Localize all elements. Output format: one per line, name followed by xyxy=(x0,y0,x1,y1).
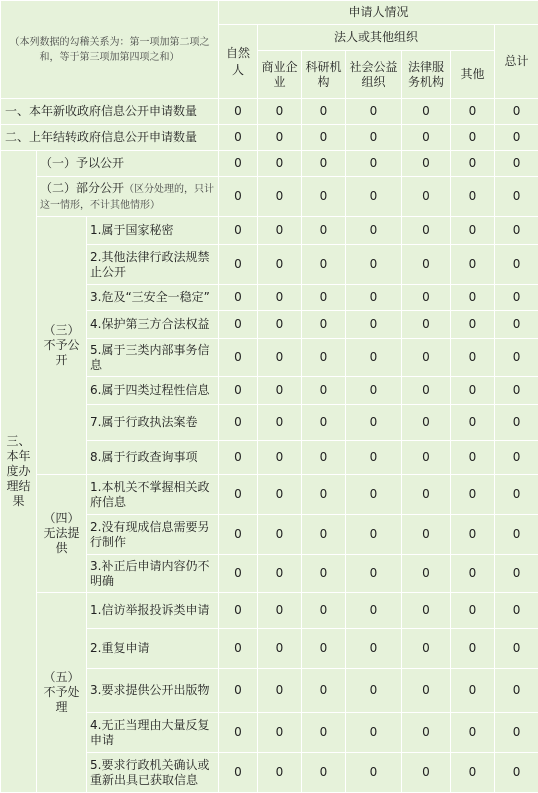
table-row xyxy=(1,151,538,177)
cell-value: 0 xyxy=(495,515,538,555)
cell-value: 0 xyxy=(258,99,302,125)
cell-value: 0 xyxy=(219,245,258,285)
cell-value: 0 xyxy=(346,441,402,475)
cell-value: 0 xyxy=(219,629,258,669)
cell-value: 0 xyxy=(402,753,451,793)
row-label: （一）予以公开 xyxy=(37,151,219,177)
cell-value: 0 xyxy=(258,377,302,405)
cell-value: 0 xyxy=(346,151,402,177)
cell-value: 0 xyxy=(346,311,402,339)
cell-value: 0 xyxy=(451,713,495,753)
cell-value: 0 xyxy=(451,125,495,151)
cell-value: 0 xyxy=(346,669,402,713)
cell-value: 0 xyxy=(258,125,302,151)
cell-value: 0 xyxy=(402,475,451,515)
cell-value: 0 xyxy=(258,713,302,753)
row-label: 4.无正当理由大量反复申请 xyxy=(87,713,219,753)
cell-value: 0 xyxy=(219,713,258,753)
row-label: 8.属于行政查询事项 xyxy=(87,441,219,475)
cell-value: 0 xyxy=(346,99,402,125)
row-note: （区分处理的，只计这一情形，不计其他情形） xyxy=(40,184,214,211)
cell-value: 0 xyxy=(451,311,495,339)
header-research: 科研机构 xyxy=(302,51,346,99)
cell-value: 0 xyxy=(495,405,538,441)
cell-value: 0 xyxy=(451,555,495,593)
header-natural-person: 自然人 xyxy=(219,25,258,99)
row-label: 二、上年结转政府信息公开申请数量 xyxy=(1,125,219,151)
cell-value: 0 xyxy=(495,339,538,377)
header-other: 其他 xyxy=(451,51,495,99)
cell-value: 0 xyxy=(346,377,402,405)
cell-value: 0 xyxy=(302,441,346,475)
cell-value: 0 xyxy=(451,515,495,555)
cell-value: 0 xyxy=(402,377,451,405)
cell-value: 0 xyxy=(451,441,495,475)
cell-value: 0 xyxy=(402,99,451,125)
cell-value: 0 xyxy=(258,217,302,245)
cell-value: 0 xyxy=(258,339,302,377)
cell-value: 0 xyxy=(451,217,495,245)
cell-value: 0 xyxy=(451,475,495,515)
cell-value: 0 xyxy=(302,245,346,285)
cell-value: 0 xyxy=(258,555,302,593)
cell-value: 0 xyxy=(258,593,302,629)
cell-value: 0 xyxy=(258,441,302,475)
cell-value: 0 xyxy=(402,593,451,629)
cell-value: 0 xyxy=(258,151,302,177)
cell-value: 0 xyxy=(346,339,402,377)
row-label: 1.本机关不掌握相关政府信息 xyxy=(87,475,219,515)
cell-value: 0 xyxy=(495,151,538,177)
cell-value: 0 xyxy=(346,125,402,151)
cell-value: 0 xyxy=(219,515,258,555)
row-label-partial xyxy=(37,177,219,217)
table-row xyxy=(1,217,538,245)
row-label: 1.信访举报投诉类申请 xyxy=(87,593,219,629)
cell-value: 0 xyxy=(346,713,402,753)
cell-value: 0 xyxy=(402,555,451,593)
cell-value: 0 xyxy=(219,475,258,515)
row-label: 3.危及“三安全一稳定” xyxy=(87,285,219,311)
table-row xyxy=(1,475,538,515)
cell-value: 0 xyxy=(402,669,451,713)
row-label: 4.保护第三方合法权益 xyxy=(87,311,219,339)
cell-value: 0 xyxy=(346,177,402,217)
cell-value: 0 xyxy=(346,753,402,793)
row-label: 7.属于行政执法案卷 xyxy=(87,405,219,441)
cell-value: 0 xyxy=(302,125,346,151)
table-row xyxy=(1,177,538,217)
cell-value: 0 xyxy=(302,177,346,217)
section-3-label: 三、本年度办理结果 xyxy=(1,151,37,793)
cell-value: 0 xyxy=(302,515,346,555)
cell-value: 0 xyxy=(346,217,402,245)
cell-value: 0 xyxy=(302,593,346,629)
cell-value: 0 xyxy=(402,629,451,669)
header-row-1 xyxy=(1,1,538,25)
cell-value: 0 xyxy=(258,629,302,669)
cell-value: 0 xyxy=(495,475,538,515)
header-commercial: 商业企业 xyxy=(258,51,302,99)
cell-value: 0 xyxy=(346,245,402,285)
cell-value: 0 xyxy=(402,245,451,285)
cell-value: 0 xyxy=(346,405,402,441)
cell-value: 0 xyxy=(495,99,538,125)
cell-value: 0 xyxy=(302,555,346,593)
cell-value: 0 xyxy=(346,593,402,629)
cell-value: 0 xyxy=(219,441,258,475)
cell-value: 0 xyxy=(495,285,538,311)
cell-value: 0 xyxy=(451,177,495,217)
cell-value: 0 xyxy=(302,629,346,669)
header-total: 总计 xyxy=(495,25,538,99)
cell-value: 0 xyxy=(451,593,495,629)
cell-value: 0 xyxy=(258,753,302,793)
cell-value: 0 xyxy=(402,339,451,377)
cell-value: 0 xyxy=(219,593,258,629)
cell-value: 0 xyxy=(346,285,402,311)
row-label: 3.补正后申请内容仍不明确 xyxy=(87,555,219,593)
cell-value: 0 xyxy=(495,555,538,593)
cell-value: 0 xyxy=(258,669,302,713)
cell-value: 0 xyxy=(302,99,346,125)
cell-value: 0 xyxy=(219,555,258,593)
cell-value: 0 xyxy=(451,339,495,377)
cell-value: 0 xyxy=(302,377,346,405)
cell-value: 0 xyxy=(346,629,402,669)
cell-value: 0 xyxy=(451,669,495,713)
cell-value: 0 xyxy=(451,753,495,793)
row-label: 6.属于四类过程性信息 xyxy=(87,377,219,405)
cell-value: 0 xyxy=(402,713,451,753)
cell-value: 0 xyxy=(302,753,346,793)
cell-value: 0 xyxy=(302,339,346,377)
cell-value: 0 xyxy=(219,99,258,125)
cell-value: 0 xyxy=(402,515,451,555)
cell-value: 0 xyxy=(451,245,495,285)
cell-value: 0 xyxy=(495,217,538,245)
cell-value: 0 xyxy=(302,151,346,177)
cell-value: 0 xyxy=(258,285,302,311)
cell-value: 0 xyxy=(219,753,258,793)
cell-value: 0 xyxy=(302,713,346,753)
cell-value: 0 xyxy=(451,285,495,311)
cell-value: 0 xyxy=(495,377,538,405)
cell-value: 0 xyxy=(219,669,258,713)
row-label: 2.重复申请 xyxy=(87,629,219,669)
cell-value: 0 xyxy=(219,405,258,441)
cell-value: 0 xyxy=(402,441,451,475)
cell-value: 0 xyxy=(258,405,302,441)
row-label: 3.要求提供公开出版物 xyxy=(87,669,219,713)
cell-value: 0 xyxy=(258,245,302,285)
header-social-welfare: 社会公益组织 xyxy=(346,51,402,99)
cell-value: 0 xyxy=(258,475,302,515)
cell-value: 0 xyxy=(258,311,302,339)
cell-value: 0 xyxy=(346,515,402,555)
row-label: 2.其他法律行政法规禁止公开 xyxy=(87,245,219,285)
cell-value: 0 xyxy=(402,285,451,311)
cell-value: 0 xyxy=(219,177,258,217)
cell-value: 0 xyxy=(451,99,495,125)
group-4-label: （四）无法提供 xyxy=(37,475,87,593)
header-note: （本列数据的勾稽关系为：第一项加第二项之和，等于第三项加第四项之和） xyxy=(1,1,219,99)
header-legal-other: 法人或其他组织 xyxy=(258,25,495,51)
cell-value: 0 xyxy=(302,311,346,339)
cell-value: 0 xyxy=(258,515,302,555)
cell-value: 0 xyxy=(402,217,451,245)
cell-value: 0 xyxy=(495,629,538,669)
cell-value: 0 xyxy=(302,669,346,713)
cell-value: 0 xyxy=(302,217,346,245)
table-row xyxy=(1,125,538,151)
cell-value: 0 xyxy=(495,441,538,475)
row-label: 5.属于三类内部事务信息 xyxy=(87,339,219,377)
cell-value: 0 xyxy=(219,217,258,245)
cell-value: 0 xyxy=(219,339,258,377)
header-legal-service: 法律服务机构 xyxy=(402,51,451,99)
row-label: 2.没有现成信息需要另行制作 xyxy=(87,515,219,555)
cell-value: 0 xyxy=(402,125,451,151)
cell-value: 0 xyxy=(402,177,451,217)
cell-value: 0 xyxy=(451,377,495,405)
cell-value: 0 xyxy=(346,555,402,593)
cell-value: 0 xyxy=(495,125,538,151)
cell-value: 0 xyxy=(402,405,451,441)
group-3-label: （三）不予公开 xyxy=(37,217,87,475)
cell-value: 0 xyxy=(219,377,258,405)
row-label: 一、本年新收政府信息公开申请数量 xyxy=(1,99,219,125)
row-label: （二）部分公开 xyxy=(40,181,124,195)
cell-value: 0 xyxy=(495,245,538,285)
cell-value: 0 xyxy=(402,151,451,177)
cell-value: 0 xyxy=(451,629,495,669)
cell-value: 0 xyxy=(495,753,538,793)
cell-value: 0 xyxy=(219,285,258,311)
cell-value: 0 xyxy=(495,593,538,629)
cell-value: 0 xyxy=(346,475,402,515)
cell-value: 0 xyxy=(495,177,538,217)
cell-value: 0 xyxy=(402,311,451,339)
cell-value: 0 xyxy=(495,311,538,339)
cell-value: 0 xyxy=(302,405,346,441)
cell-value: 0 xyxy=(219,311,258,339)
row-label: 1.属于国家秘密 xyxy=(87,217,219,245)
header-applicant-info: 申请人情况 xyxy=(219,1,538,25)
cell-value: 0 xyxy=(302,285,346,311)
cell-value: 0 xyxy=(495,669,538,713)
table-row xyxy=(1,99,538,125)
row-label: 5.要求行政机关确认或重新出具已获取信息 xyxy=(87,753,219,793)
cell-value: 0 xyxy=(495,713,538,753)
cell-value: 0 xyxy=(258,177,302,217)
table-row xyxy=(1,593,538,629)
cell-value: 0 xyxy=(451,405,495,441)
group-5-label: （五）不予处理 xyxy=(37,593,87,793)
cell-value: 0 xyxy=(219,125,258,151)
cell-value: 0 xyxy=(302,475,346,515)
cell-value: 0 xyxy=(451,151,495,177)
cell-value: 0 xyxy=(219,151,258,177)
